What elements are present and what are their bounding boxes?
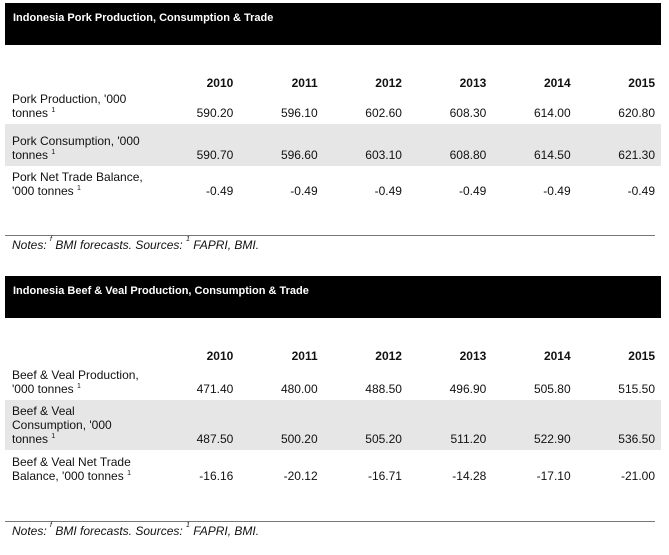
beef-header-row bbox=[5, 335, 661, 363]
row-label: Pork Net Trade Balance, '000 tonnes $^1$ bbox=[12, 170, 143, 198]
beef-trade-row bbox=[5, 450, 661, 487]
beef-notes: Notes: $^f$ BMI forecasts. Sources: $^1$ FAPRI, BMI. bbox=[12, 522, 260, 538]
beef-year-2011: 2011 bbox=[291, 349, 318, 363]
table-cell: -0.49 bbox=[458, 184, 487, 198]
table-cell: 608.80 bbox=[408, 124, 492, 166]
beef-table bbox=[5, 335, 661, 487]
table-cell: 522.90 bbox=[492, 400, 576, 450]
pork-consumption-row bbox=[5, 124, 661, 166]
beef-year-2012: 2012 bbox=[375, 349, 402, 363]
beef-production-row bbox=[5, 363, 661, 400]
table-cell: 590.70 bbox=[155, 124, 239, 166]
table-cell: 620.80 bbox=[618, 106, 655, 120]
table-cell: -16.16 bbox=[199, 469, 234, 483]
table-cell: 515.50 bbox=[618, 382, 655, 396]
table-cell: -0.49 bbox=[627, 184, 655, 198]
table-cell: -0.49 bbox=[543, 184, 571, 198]
table-cell: 488.50 bbox=[365, 382, 402, 396]
beef-year-2015: 2015 bbox=[628, 349, 655, 363]
table-cell: -20.12 bbox=[283, 469, 318, 483]
table-cell: 536.50 bbox=[577, 400, 661, 450]
table-cell: -21.00 bbox=[620, 469, 655, 483]
table-cell: 500.20 bbox=[239, 400, 323, 450]
row-label: Beef & Veal Net Trade Balance, '000 tonnes $^1$ bbox=[12, 455, 131, 483]
table-cell: 602.60 bbox=[365, 106, 402, 120]
beef-consumption-row bbox=[5, 400, 661, 450]
table-cell: 487.50 bbox=[155, 400, 239, 450]
table-cell: 590.20 bbox=[196, 106, 234, 120]
table-cell: -0.49 bbox=[290, 184, 318, 198]
table-cell: -0.49 bbox=[205, 184, 234, 198]
beef-table-title: Indonesia Beef & Veal Production, Consumption & Trade bbox=[5, 276, 661, 318]
row-label: Pork Production, '000 tonnes $^1$ bbox=[12, 92, 127, 120]
table-cell: 505.80 bbox=[533, 382, 571, 396]
row-label: Beef & Veal Production, '000 tonnes $^1$ bbox=[12, 368, 139, 396]
pork-production-row bbox=[5, 90, 661, 124]
beef-notes-divider bbox=[5, 521, 655, 522]
table-cell: -14.28 bbox=[452, 469, 487, 483]
pork-year-2015: 2015 bbox=[628, 76, 655, 90]
table-cell: 596.10 bbox=[280, 106, 318, 120]
table-cell: 614.50 bbox=[492, 124, 576, 166]
table-cell: -0.49 bbox=[374, 184, 402, 198]
table-cell: -16.71 bbox=[367, 469, 402, 483]
row-label: Pork Consumption, '000 tonnes $^1$ bbox=[5, 124, 155, 166]
table-cell: -17.10 bbox=[536, 469, 571, 483]
table-cell: 496.90 bbox=[449, 382, 487, 396]
pork-header-blank bbox=[5, 62, 155, 90]
pork-year-2011: 2011 bbox=[291, 76, 318, 90]
beef-year-2014: 2014 bbox=[543, 349, 571, 363]
pork-year-2013: 2013 bbox=[459, 76, 487, 90]
beef-year-2013: 2013 bbox=[459, 349, 487, 363]
pork-year-2012: 2012 bbox=[375, 76, 402, 90]
pork-trade-row bbox=[5, 166, 661, 202]
table-cell: 603.10 bbox=[324, 124, 408, 166]
row-label: Beef & Veal Consumption, '000 tonnes $^1$ bbox=[5, 400, 155, 450]
pork-notes-divider bbox=[5, 235, 655, 236]
pork-year-2010: 2010 bbox=[206, 76, 234, 90]
table-cell: 480.00 bbox=[280, 382, 318, 396]
table-cell: 511.20 bbox=[408, 400, 492, 450]
table-cell: 505.20 bbox=[324, 400, 408, 450]
beef-header-blank bbox=[5, 335, 155, 363]
pork-header-row bbox=[5, 62, 661, 90]
pork-table bbox=[5, 62, 661, 202]
table-cell: 471.40 bbox=[196, 382, 234, 396]
pork-notes: Notes: $^f$ BMI forecasts. Sources: $^1$ FAPRI, BMI. bbox=[12, 236, 260, 252]
pork-year-2014: 2014 bbox=[543, 76, 571, 90]
table-cell: 614.00 bbox=[533, 106, 571, 120]
table-cell: 596.60 bbox=[239, 124, 323, 166]
table-cell: 621.30 bbox=[577, 124, 661, 166]
pork-table-title: Indonesia Pork Production, Consumption & Trade bbox=[5, 3, 661, 45]
beef-year-2010: 2010 bbox=[206, 349, 234, 363]
table-cell: 608.30 bbox=[449, 106, 487, 120]
